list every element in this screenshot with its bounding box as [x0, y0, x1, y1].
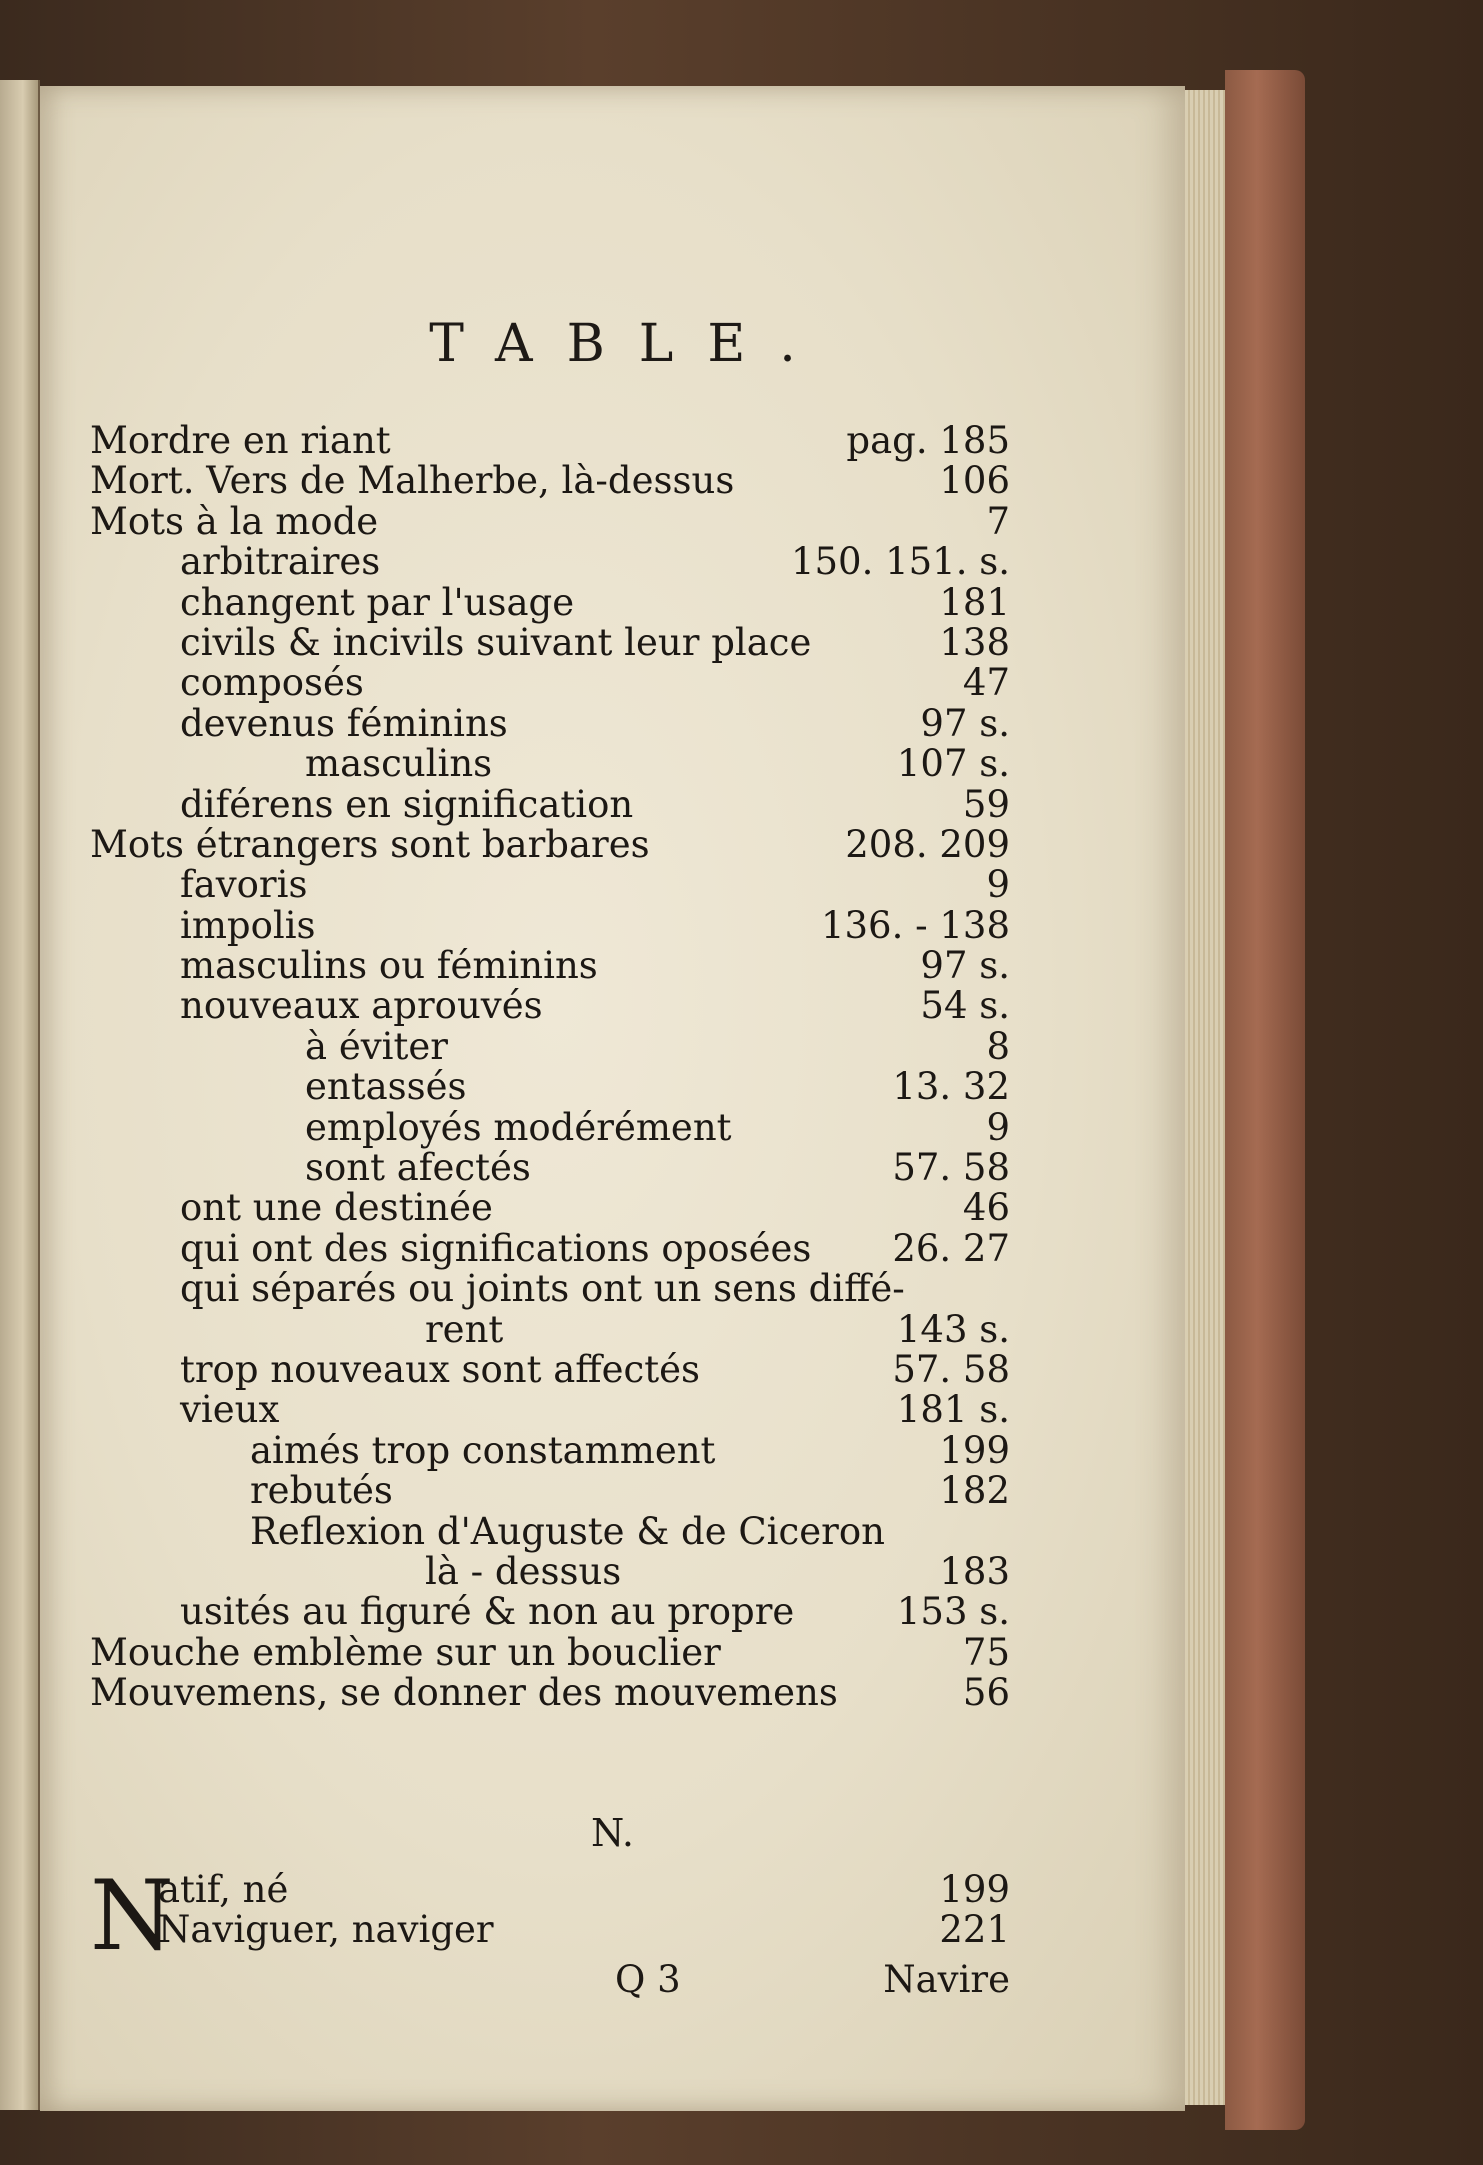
entry-page: 181 — [939, 580, 1010, 624]
entry-text: Naviguer, naviger — [158, 1908, 494, 1951]
entry-page: 59 — [962, 782, 1010, 826]
entry-text: rebutés — [250, 1469, 393, 1513]
entry-text: employés modérément — [305, 1105, 732, 1149]
index-row — [90, 903, 1010, 947]
index-row — [90, 1347, 1010, 1391]
entry-page: 56 — [962, 1671, 1010, 1715]
page-stack-edge — [1185, 90, 1225, 2105]
index-row — [90, 822, 1010, 866]
entry-text: arbitraires — [180, 540, 381, 584]
entry-page: 138 — [939, 620, 1010, 664]
index-row — [90, 701, 1010, 745]
index-row — [90, 1105, 1010, 1149]
index-row — [90, 1592, 1010, 1632]
entry-page: 26. 27 — [892, 1226, 1010, 1270]
page — [40, 86, 1185, 2111]
index-row — [158, 1910, 1010, 1950]
index-row — [90, 1226, 1010, 1270]
entry-page: 199 — [939, 1428, 1010, 1472]
index-row — [90, 1390, 1010, 1430]
entry-page: 199 — [939, 1868, 1010, 1911]
entry-page: 136. - 138 — [820, 903, 1010, 947]
index-row — [90, 620, 1010, 664]
entry-text: sont afectés — [305, 1146, 531, 1190]
index-row — [90, 663, 1010, 703]
entry-text: rent — [425, 1307, 504, 1351]
index-row — [90, 1148, 1010, 1188]
index-row — [90, 580, 1010, 624]
index-entries — [90, 421, 1010, 1981]
entry-text: Mots étrangers sont barbares — [90, 822, 650, 866]
entry-page: 183 — [939, 1549, 1010, 1593]
index-row — [90, 542, 1010, 582]
entry-text: composés — [180, 661, 364, 705]
entry-page: 9 — [986, 1105, 1010, 1149]
entry-page: 75 — [962, 1630, 1010, 1674]
entry-text: Mouvemens, se donner des mouvemens — [90, 1671, 838, 1715]
entry-text: diférens en signification — [180, 782, 634, 826]
entry-text: favoris — [180, 863, 308, 907]
index-row — [158, 1870, 1010, 1910]
index-row — [90, 1024, 1010, 1068]
entry-page: pag. 185 — [846, 419, 1010, 462]
entry-text: changent par l'usage — [180, 580, 575, 624]
entry-text: impolis — [180, 903, 316, 947]
entry-page: 181 s. — [896, 1388, 1010, 1432]
signature-mark: Q 3 — [615, 1958, 681, 2001]
entry-text: qui séparés ou joints ont un sens diffé- — [180, 1267, 905, 1311]
entry-page: 13. 32 — [892, 1065, 1010, 1109]
entry-page: 150. 151. s. — [790, 540, 1010, 584]
index-row — [90, 986, 1010, 1026]
entry-page: 7 — [986, 499, 1010, 543]
entry-page: 221 — [939, 1908, 1010, 1951]
entry-page: 47 — [962, 661, 1010, 705]
index-row — [90, 1509, 1010, 1553]
index-row — [90, 499, 1010, 543]
left-page-edge — [0, 80, 40, 2110]
entry-page: 153 s. — [896, 1590, 1010, 1634]
index-row — [90, 744, 1010, 784]
section-heading-n: N. — [591, 1811, 634, 1855]
entry-text: devenus féminins — [180, 701, 508, 745]
index-row — [90, 461, 1010, 501]
index-row — [90, 1067, 1010, 1107]
entry-text: civils & incivils suivant leur place — [180, 620, 812, 664]
entry-text: Reflexion d'Auguste & de Ciceron — [250, 1509, 885, 1553]
entry-text: entassés — [305, 1065, 467, 1109]
index-row — [90, 1428, 1010, 1472]
entry-text: qui ont des significations oposées — [180, 1226, 812, 1270]
entry-text: Mort. Vers de Malherbe, là-dessus — [90, 459, 735, 503]
index-row — [90, 782, 1010, 826]
entry-page: 182 — [939, 1469, 1010, 1513]
index-row — [90, 865, 1010, 905]
page-title: TABLE. — [429, 314, 830, 374]
entry-text: nouveaux aprouvés — [180, 984, 543, 1028]
index-row — [90, 1269, 1010, 1309]
leather-cover-edge — [1225, 70, 1305, 2130]
entry-text: masculins ou féminins — [180, 944, 598, 988]
entry-text: là - dessus — [425, 1549, 622, 1593]
catchword: Navire — [883, 1958, 1010, 2001]
index-row — [90, 1307, 1010, 1351]
index-row — [90, 946, 1010, 986]
dropcap-letter: N — [90, 1860, 174, 1972]
entry-text: aimés trop constamment — [250, 1428, 716, 1472]
entry-page: 57. 58 — [892, 1347, 1010, 1391]
entry-text: à éviter — [305, 1024, 448, 1068]
entry-page: 54 s. — [920, 984, 1010, 1028]
entry-text: Mots à la mode — [90, 499, 379, 543]
entry-text: masculins — [305, 742, 493, 786]
index-row — [90, 421, 1010, 461]
index-row — [90, 1549, 1010, 1593]
index-row — [90, 1188, 1010, 1228]
entry-text: Mordre en riant — [90, 419, 391, 462]
entry-page: 8 — [986, 1024, 1010, 1068]
page-footer — [90, 1958, 1010, 2008]
entry-text: ont une destinée — [180, 1186, 493, 1230]
entry-text: vieux — [180, 1388, 280, 1432]
entry-text: atif, né — [158, 1868, 289, 1911]
entry-page: 143 s. — [896, 1307, 1010, 1351]
entry-text: Mouche emblème sur un bouclier — [90, 1630, 721, 1674]
entry-page: 106 — [939, 459, 1010, 503]
index-row — [90, 1673, 1010, 1713]
entry-page: 97 s. — [920, 944, 1010, 988]
entry-text: trop nouveaux sont affectés — [180, 1347, 700, 1391]
index-row — [90, 1630, 1010, 1674]
entry-page: 9 — [986, 863, 1010, 907]
index-row — [90, 1471, 1010, 1511]
entry-page: 57. 58 — [892, 1146, 1010, 1190]
entry-page: 46 — [962, 1186, 1010, 1230]
entry-page: 208. 209 — [845, 822, 1010, 866]
entry-text: usités au figuré & non au propre — [180, 1590, 795, 1634]
entry-page: 107 s. — [896, 742, 1010, 786]
entry-page: 97 s. — [920, 701, 1010, 745]
